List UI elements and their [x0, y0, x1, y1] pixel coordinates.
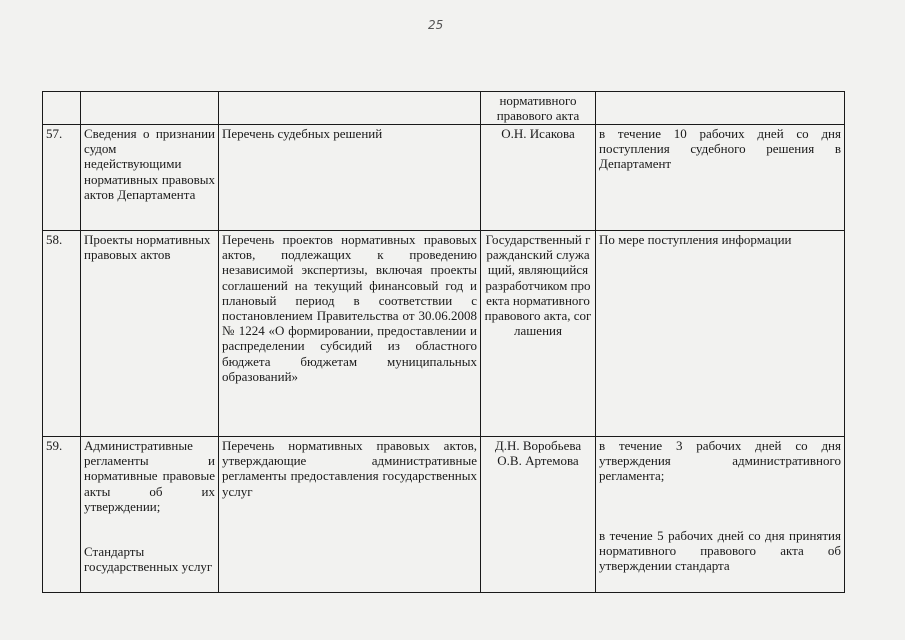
term-cell: По мере поступления информации	[596, 231, 845, 437]
term-cell: в течение 10 рабочих дней со дня поступления судебного решения в Департамент	[596, 125, 845, 231]
number-cell	[43, 92, 81, 125]
name-cell: Сведения о признании судом недействующими нормативных правовых актов Департамента	[81, 125, 219, 231]
term-cell	[596, 92, 845, 125]
responsible-cell: О.Н. Исакова	[481, 125, 596, 231]
term-cell	[596, 437, 845, 593]
term-part: в течение 5 рабочих дней со дня принятия нормативного правового акта об утверждении стандарта	[599, 527, 841, 574]
document-cell	[219, 92, 481, 125]
document-cell: Перечень судебных решений	[219, 125, 481, 231]
responsible-cell: нормативного правового акта	[481, 92, 596, 125]
responsible-person: Д.Н. Воробьева	[494, 438, 582, 453]
number-cell: 57.	[43, 125, 81, 231]
responsible-person: О.В. Артемова	[497, 453, 579, 469]
document-cell: Перечень нормативных правовых актов, утверждающие административные регламенты предоставления государственных услуг	[219, 437, 481, 593]
responsible-cell	[481, 437, 596, 593]
document-table	[42, 91, 845, 593]
responsible-cell: Государственный гражданский служащий, являющийся разработчиком проекта нормативного правового акта, соглашения	[481, 231, 596, 437]
table-row	[43, 92, 845, 125]
term-part: в течение 3 рабочих дней со дня утверждения административного регламента;	[599, 438, 841, 484]
name-part: Административные регламенты и нормативные правовые акты об их утверждении;	[84, 438, 215, 514]
number-cell: 59.	[43, 437, 81, 593]
number-cell: 58.	[43, 231, 81, 437]
table-row	[43, 125, 845, 231]
name-cell: Проекты нормативных правовых актов	[81, 231, 219, 437]
name-cell	[81, 92, 219, 125]
name-cell	[81, 437, 219, 593]
table-row	[43, 437, 845, 593]
name-part: Стандарты государственных услуг	[84, 544, 213, 575]
document-cell: Перечень проектов нормативных правовых актов, подлежащих к проведению независимой экспертизы, включая проекты соглашений на текущий финансовый год и плановый период в соответствии с постановлением Правительства от 30.06.2008 № 1224 «О формировании, предоставлении и распределении субсидий из областного бюджета бюджетам муниципальных образований»	[219, 231, 481, 437]
page-number: 25	[428, 18, 444, 32]
table-row	[43, 231, 845, 437]
